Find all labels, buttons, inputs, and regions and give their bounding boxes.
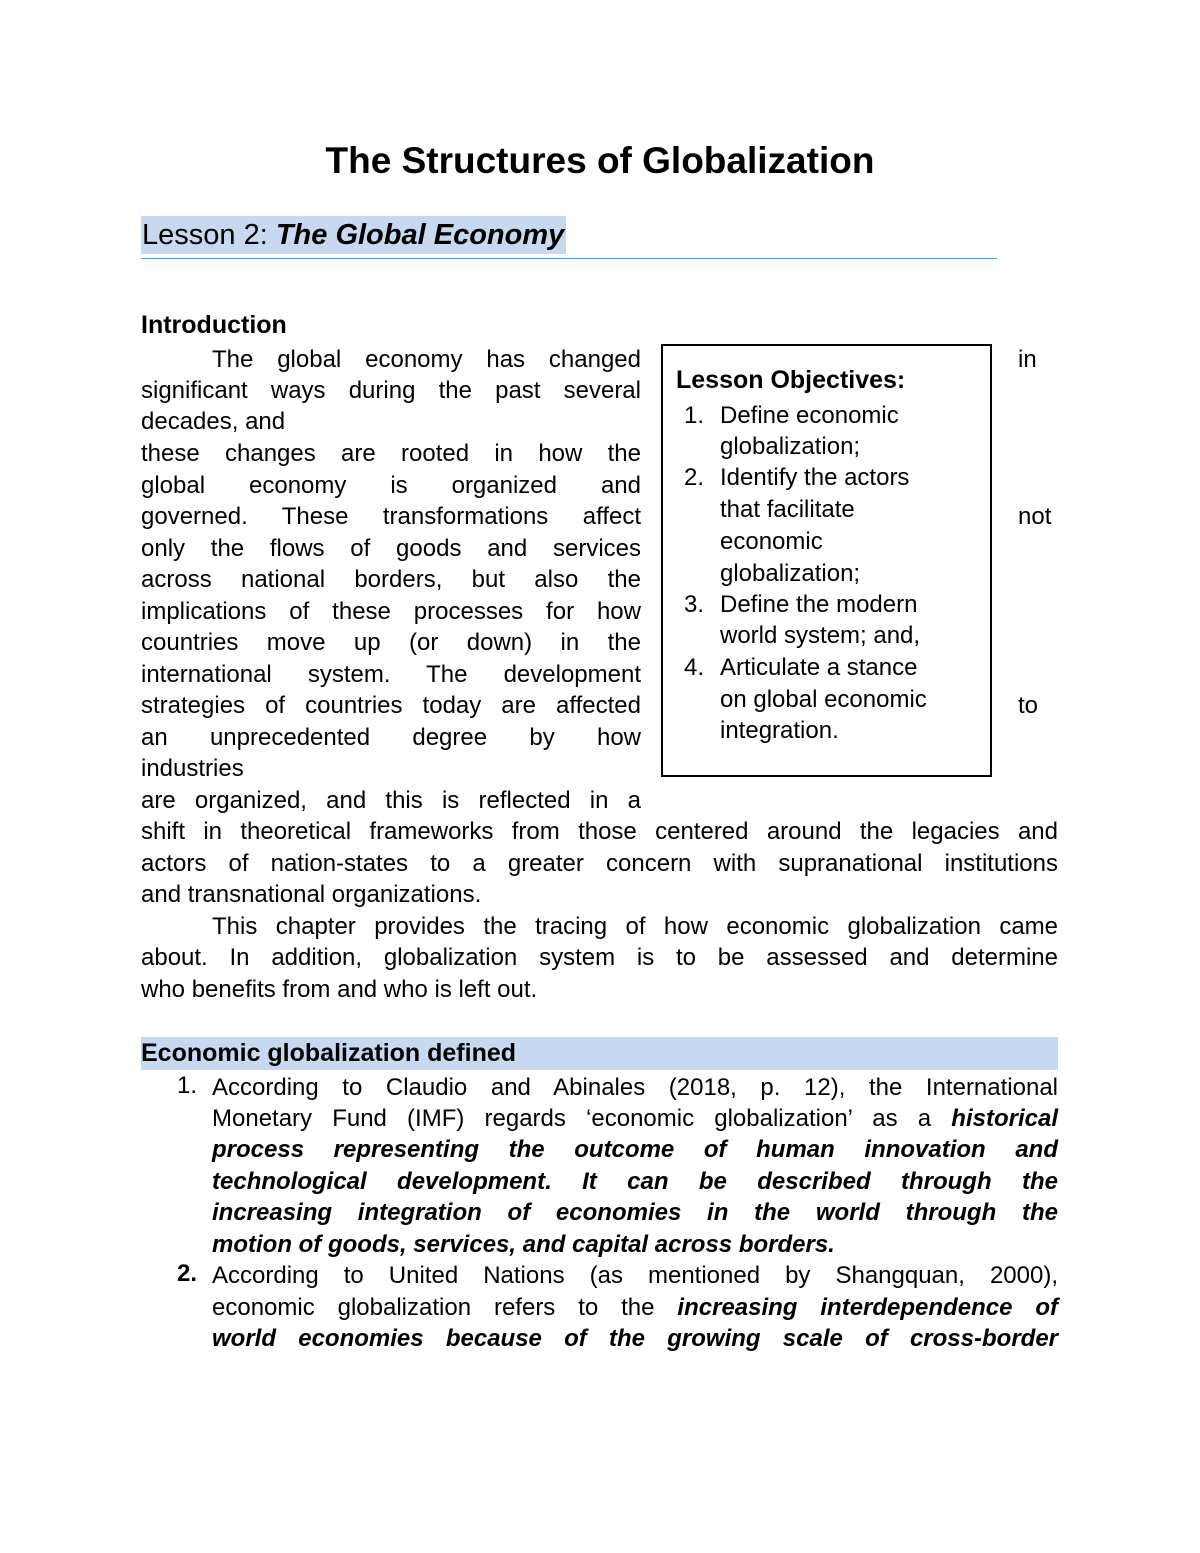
objective-line: integration. [720, 717, 839, 744]
objective-line: Define the modern [720, 591, 918, 618]
objective-line: world system; and, [720, 622, 921, 649]
econ-item-line: According to United Nations (as mentioned by Shangquan, 2000), [212, 1262, 1058, 1289]
intro-line: and transnational organizations. [141, 881, 482, 908]
objective-line: globalization; [720, 560, 861, 587]
objective-number: 4. [684, 654, 705, 681]
intro-line: only the flows of goods and services [141, 535, 641, 562]
objective-line: globalization; [720, 433, 861, 460]
intro-line: global economy is organized and [141, 472, 641, 499]
intro-line: international system. The development [141, 661, 641, 688]
objective-number: 2. [684, 464, 705, 491]
margin-word: not [1018, 503, 1052, 530]
intro-p2-line: This chapter provides the tracing of how economic globalization came [212, 913, 1058, 940]
econ-item-text: economic globalization refers to the [212, 1294, 678, 1321]
econ-item-number: 2. [177, 1260, 198, 1287]
econ-item-emphasis-line: motion of goods, services, and capital across borders. [212, 1231, 835, 1258]
econ-item-emphasis: increasing interdependence of [677, 1294, 1058, 1321]
intro-p2-line: about. In addition, globalization system is to be assessed and determine [141, 944, 1058, 971]
intro-line: governed. These transformations affect [141, 503, 641, 530]
lesson-name: The Global Economy [275, 219, 565, 251]
intro-line: industries [141, 755, 244, 782]
objectives-heading: Lesson Objectives: [676, 366, 906, 394]
intro-line: are organized, and this is reflected in a [141, 787, 641, 814]
intro-line: these changes are rooted in how the [141, 440, 641, 467]
page-title: The Structures of Globalization [325, 140, 875, 181]
econ-item-line [212, 1103, 1058, 1135]
intro-line: an unprecedented degree by how [141, 724, 641, 751]
econ-item-emphasis-line: process representing the outcome of human innovation and [212, 1136, 1058, 1163]
lesson-heading [141, 216, 566, 254]
objective-line: on global economic [720, 686, 927, 713]
objective-line: economic [720, 528, 823, 555]
margin-word: in [1018, 346, 1037, 373]
econ-item-emphasis: historical [951, 1105, 1058, 1132]
econ-item-emphasis-line: technological development. It can be described through the [212, 1168, 1058, 1195]
intro-line: actors of nation-states to a greater concern with supranational institutions [141, 850, 1058, 877]
lesson-prefix: Lesson 2: [142, 219, 276, 251]
objective-number: 3. [684, 591, 705, 618]
econ-item-line: According to Claudio and Abinales (2018, p. 12), the International [212, 1074, 1058, 1101]
econ-item-emphasis-line: increasing integration of economies in the world through the [212, 1199, 1058, 1226]
intro-line: shift in theoretical frameworks from those centered around the legacies and [141, 818, 1058, 845]
econ-item-number: 1. [177, 1072, 198, 1099]
econ-item-emphasis-line: world economies because of the growing scale of cross-border [212, 1325, 1058, 1352]
intro-line: implications of these processes for how [141, 598, 641, 625]
objective-line: Identify the actors [720, 464, 910, 491]
introduction-heading: Introduction [141, 311, 287, 339]
objective-number: 1. [684, 402, 705, 429]
intro-line: decades, and [141, 408, 286, 435]
objective-line: that facilitate [720, 496, 855, 523]
intro-line: across national borders, but also the [141, 566, 641, 593]
intro-p2-line: who benefits from and who is left out. [141, 976, 538, 1003]
intro-line: significant ways during the past several [141, 377, 641, 404]
intro-line: strategies of countries today are affected [141, 692, 641, 719]
intro-line: The global economy has changed [212, 346, 641, 373]
lesson-divider [141, 258, 997, 259]
econ-item-line [212, 1292, 1058, 1324]
intro-line: countries move up (or down) in the [141, 629, 641, 656]
objective-line: Define economic [720, 402, 899, 429]
econ-section-heading: Economic globalization defined [141, 1037, 1058, 1070]
econ-item-text: Monetary Fund (IMF) regards ‘economic globalization’ as a [212, 1105, 952, 1132]
objective-line: Articulate a stance [720, 654, 918, 681]
margin-word: to [1018, 692, 1039, 719]
